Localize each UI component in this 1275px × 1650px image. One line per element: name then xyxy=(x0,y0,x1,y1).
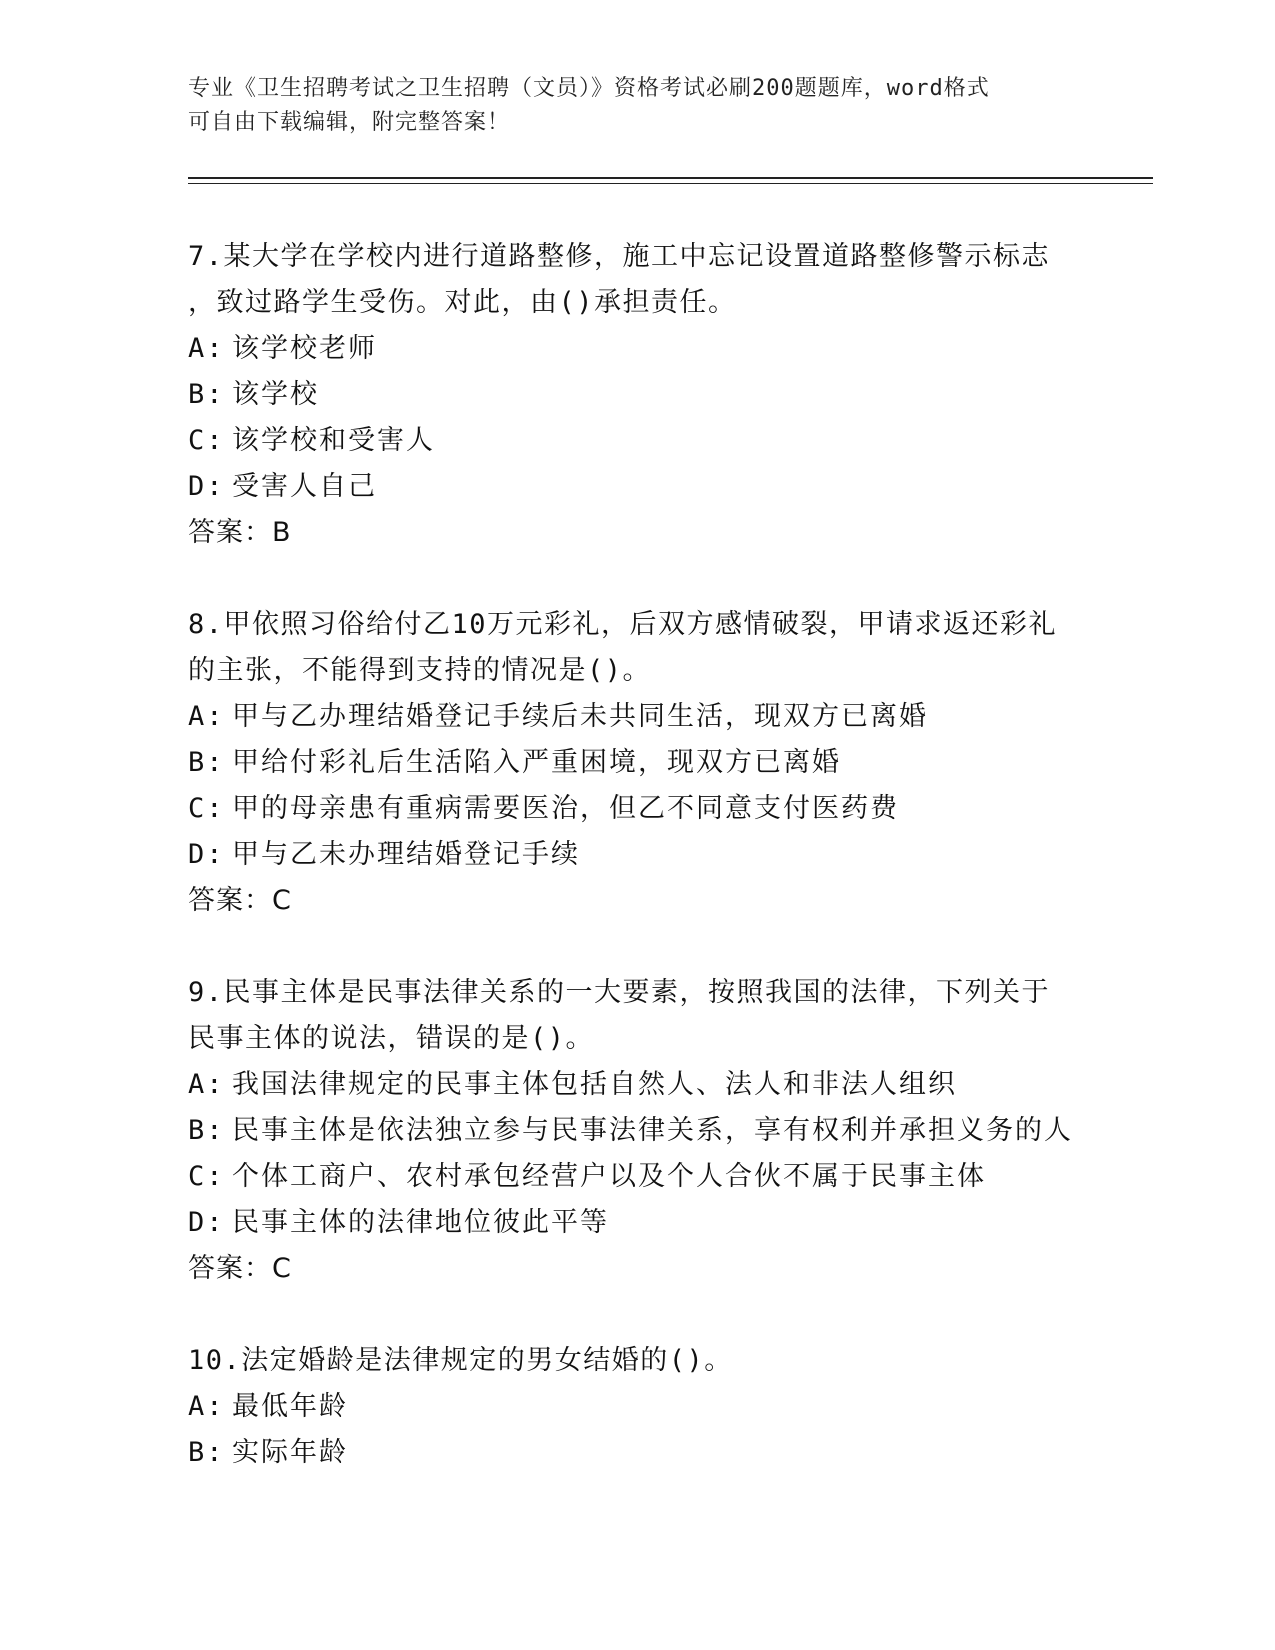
option-text: 甲的母亲患有重病需要医治，但乙不同意支付医药费 xyxy=(232,793,899,824)
answer-option xyxy=(188,694,1148,740)
answer-option xyxy=(188,1384,1148,1430)
option-text: 实际年龄 xyxy=(232,1437,348,1468)
option-key: C: xyxy=(188,793,225,824)
answer-option xyxy=(188,418,1148,464)
answer-option xyxy=(188,1062,1148,1108)
answer-option xyxy=(188,740,1148,786)
answer-line: 答案：C xyxy=(188,1253,292,1284)
answer-option xyxy=(188,372,1148,418)
answer-option xyxy=(188,1154,1148,1200)
option-key: B: xyxy=(188,379,225,410)
answer-line: 答案：C xyxy=(188,885,292,916)
question-stem-line: 的主张，不能得到支持的情况是()。 xyxy=(188,655,652,686)
option-key: D: xyxy=(188,839,225,870)
answer-option xyxy=(188,326,1148,372)
option-text: 最低年龄 xyxy=(232,1391,348,1422)
option-key: B: xyxy=(188,1115,225,1146)
option-key: A: xyxy=(188,1069,225,1100)
question-block xyxy=(188,602,1148,924)
header-note xyxy=(188,72,1088,140)
option-key: B: xyxy=(188,1437,225,1468)
option-text: 甲给付彩礼后生活陷入严重困境，现双方已离婚 xyxy=(232,747,841,778)
option-text: 该学校 xyxy=(232,379,319,410)
question-stem-line: 10.法定婚龄是法律规定的男女结婚的()。 xyxy=(188,1345,733,1376)
option-key: C: xyxy=(188,425,225,456)
question-block xyxy=(188,970,1148,1292)
option-key: A: xyxy=(188,333,225,364)
answer-line: 答案：B xyxy=(188,517,292,548)
answer-option xyxy=(188,832,1148,878)
question-block xyxy=(188,1338,1148,1476)
answer-option xyxy=(188,1430,1148,1476)
question-list xyxy=(188,234,1148,1522)
question-stem-line: 7.某大学在学校内进行道路整修，施工中忘记设置道路整修警示标志 xyxy=(188,241,1051,272)
option-text: 甲与乙办理结婚登记手续后未共同生活，现双方已离婚 xyxy=(232,701,928,732)
question-stem-line: 8.甲依照习俗给付乙10万元彩礼，后双方感情破裂，甲请求返还彩礼 xyxy=(188,609,1058,640)
question-stem-line: 9.民事主体是民事法律关系的一大要素，按照我国的法律，下列关于 xyxy=(188,977,1051,1008)
header-line-2: 可自由下载编辑，附完整答案！ xyxy=(188,110,511,135)
answer-option xyxy=(188,1108,1148,1154)
option-key: D: xyxy=(188,1207,225,1238)
question-stem-line: ，致过路学生受伤。对此，由()承担责任。 xyxy=(188,287,737,318)
option-key: B: xyxy=(188,747,225,778)
header-line-1: 专业《卫生招聘考试之卫生招聘（文员）》资格考试必刷200题题库，word格式 xyxy=(188,76,990,101)
option-key: D: xyxy=(188,471,225,502)
header-divider-thick xyxy=(188,177,1153,179)
option-key: A: xyxy=(188,701,225,732)
answer-option xyxy=(188,464,1148,510)
option-text: 受害人自己 xyxy=(232,471,377,502)
option-text: 甲与乙未办理结婚登记手续 xyxy=(232,839,580,870)
answer-option xyxy=(188,1200,1148,1246)
option-key: A: xyxy=(188,1391,225,1422)
option-text: 该学校和受害人 xyxy=(232,425,435,456)
option-text: 民事主体是依法独立参与民事法律关系，享有权利并承担义务的人 xyxy=(232,1115,1073,1146)
option-key: C: xyxy=(188,1161,225,1192)
option-text: 个体工商户、农村承包经营户以及个人合伙不属于民事主体 xyxy=(232,1161,986,1192)
option-text: 民事主体的法律地位彼此平等 xyxy=(232,1207,609,1238)
option-text: 我国法律规定的民事主体包括自然人、法人和非法人组织 xyxy=(232,1069,957,1100)
option-text: 该学校老师 xyxy=(232,333,377,364)
answer-option xyxy=(188,786,1148,832)
header-divider-thin xyxy=(188,183,1153,184)
question-stem-line: 民事主体的说法，错误的是()。 xyxy=(188,1023,595,1054)
question-block xyxy=(188,234,1148,556)
